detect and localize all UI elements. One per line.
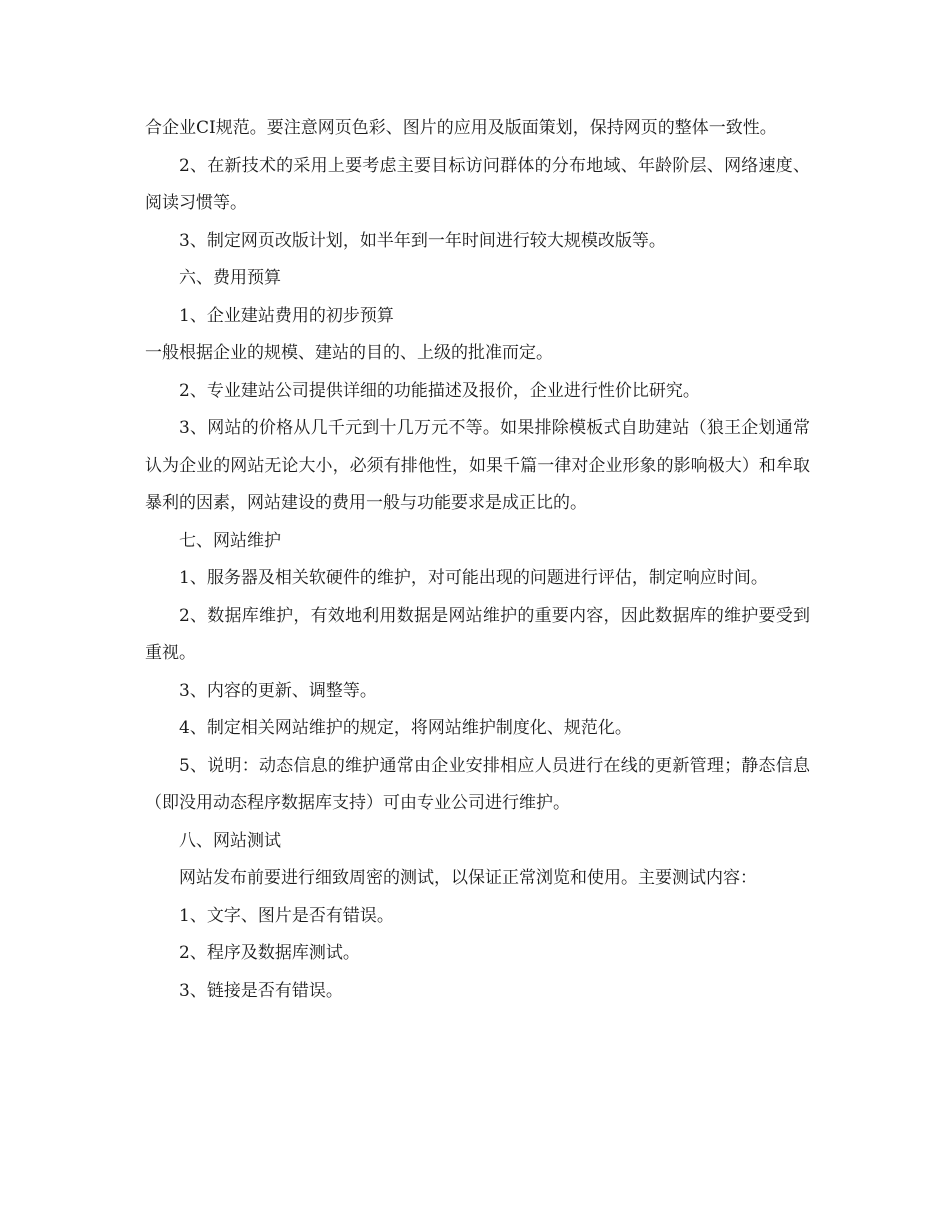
paragraph-testing-intro: 网站发布前要进行细致周密的测试，以保证正常浏览和使用。主要测试内容：	[179, 868, 757, 888]
paragraph-database-maintenance: 2、数据库维护，有效地利用数据是网站维护的重要内容，因此数据库的维护要受到重视。	[145, 605, 810, 663]
paragraph-budget-basis: 一般根据企业的规模、建站的目的、上级的批准而定。	[145, 343, 553, 363]
paragraph-new-technology: 2、在新技术的采用上要考虑主要目标访问群体的分布地域、年龄阶层、网络速度、阅读习惯等。	[145, 155, 810, 213]
paragraph-content-update: 3、内容的更新、调整等。	[179, 680, 377, 701]
paragraph-ci-standard-continuation: 合企业CI规范。要注意网页色彩、图片的应用及版面策划，保持网页的整体一致性。	[145, 118, 777, 138]
section-heading-testing: 八、网站测试	[179, 830, 281, 851]
paragraph-maintenance-note: 5、说明：动态信息的维护通常由企业安排相应人员进行在线的更新管理；静态信息（即没用动态程序数据库支持）可由专业公司进行维护。	[145, 755, 810, 813]
paragraph-server-maintenance: 1、服务器及相关软硬件的维护，对可能出现的问题进行评估，制定响应时间。	[179, 568, 768, 588]
section-heading-budget: 六、费用预算	[179, 268, 281, 288]
paragraph-test-links: 3、链接是否有错误。	[179, 980, 343, 1001]
paragraph-revision-plan: 3、制定网页改版计划，如半年到一年时间进行较大规模改版等。	[179, 230, 666, 251]
paragraph-quotation: 2、专业建站公司提供详细的功能描述及报价，企业进行性价比研究。	[179, 380, 700, 401]
paragraph-maintenance-rules: 4、制定相关网站维护的规定，将网站维护制度化、规范化。	[179, 718, 632, 738]
paragraph-test-text-images: 1、文字、图片是否有错误。	[179, 905, 394, 926]
document-body	[145, 110, 810, 1010]
paragraph-pricing: 3、网站的价格从几千元到十几万元不等。如果排除模板式自助建站（狼王企划通常认为企业的网站无论大小，必须有排他性，如果千篇一律对企业形象的影响极大）和牟取暴利的因素，网站建设的费用一般与功能要求是成正比的。	[145, 418, 810, 513]
section-heading-maintenance: 七、网站维护	[179, 530, 281, 551]
paragraph-budget-estimate: 1、企业建站费用的初步预算	[179, 305, 394, 326]
paragraph-test-program-database: 2、程序及数据库测试。	[179, 943, 360, 963]
